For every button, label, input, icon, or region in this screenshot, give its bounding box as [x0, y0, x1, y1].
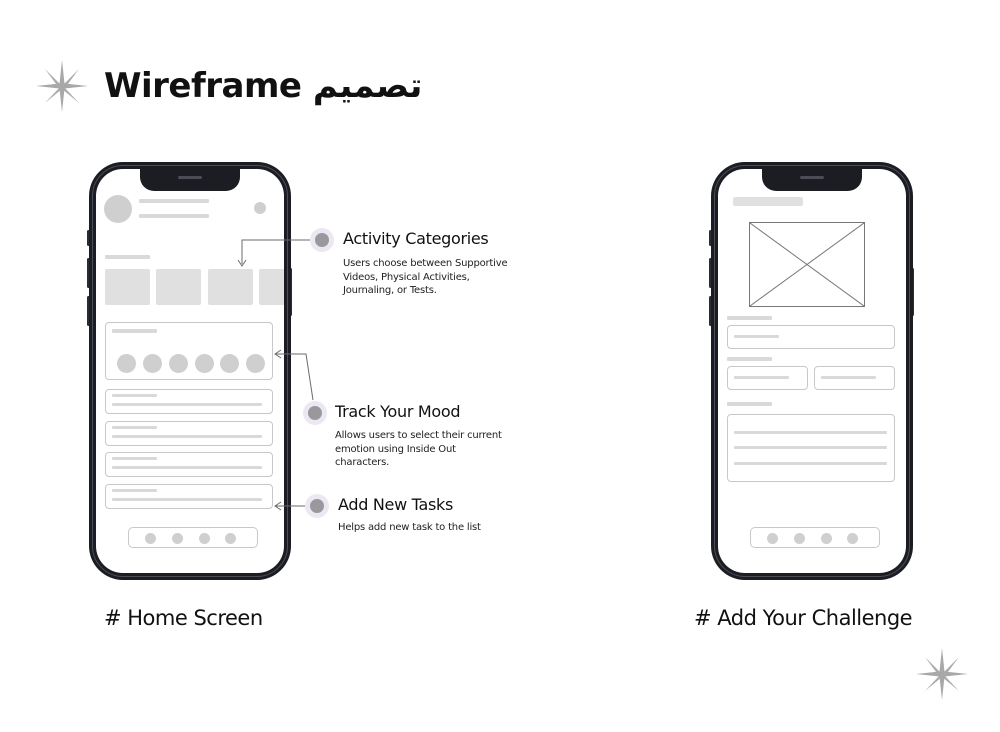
callout-desc-track-mood: Allows users to select their current emotion using Inside Out characters.	[335, 430, 502, 468]
callout-title-track-mood: Track Your Mood	[335, 402, 461, 421]
home-screen-caption: # Home Screen	[104, 606, 263, 630]
page-title: Wireframe تصميم	[104, 66, 423, 106]
callout-marker	[305, 494, 329, 518]
callout-marker	[303, 401, 327, 425]
callout-desc-add-tasks: Helps add new task to the list	[338, 522, 481, 533]
callout-title-add-tasks: Add New Tasks	[338, 495, 454, 514]
callout-title-activity-categories: Activity Categories	[343, 229, 489, 248]
add-challenge-caption: # Add Your Challenge	[694, 606, 913, 630]
callout-marker	[310, 228, 334, 252]
callout-desc-activity-categories: Users choose between Supportive Videos, Physical Activities, Journaling, or Tests.	[343, 258, 508, 296]
